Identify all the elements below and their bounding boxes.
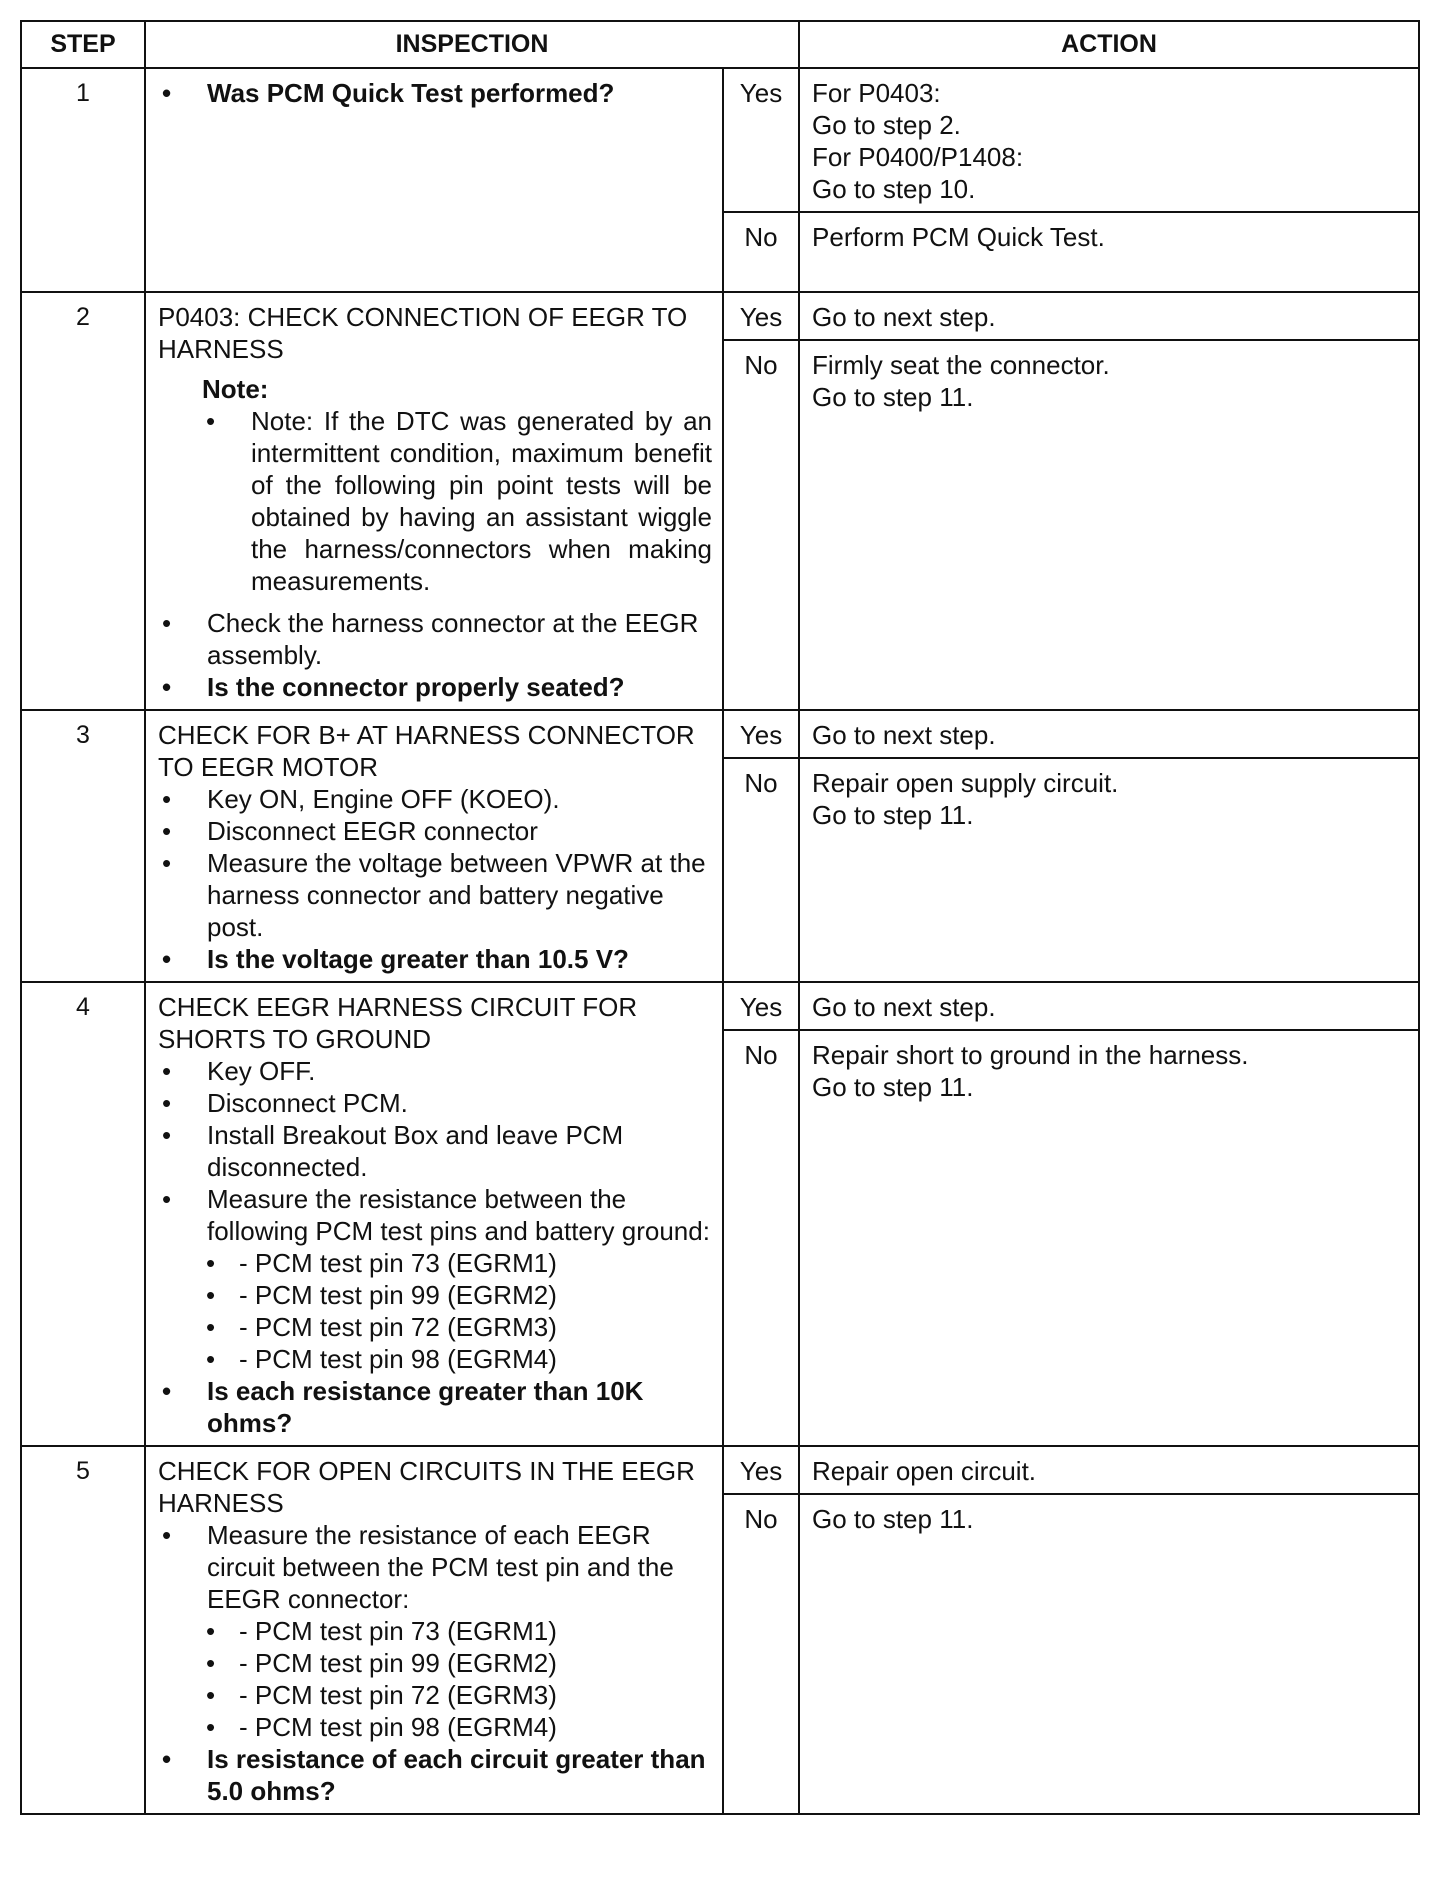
no-label: No [723, 340, 799, 710]
pinpoint-test-table [20, 20, 1420, 1815]
action-line: Go to step 11. [812, 1504, 974, 1534]
yes-action [799, 982, 1419, 1030]
action-line: Go to next step. [812, 992, 996, 1022]
action-line: Go to next step. [812, 720, 996, 750]
inspection-cell [145, 710, 723, 982]
step-number: 4 [21, 982, 145, 1446]
step-1-yes-row [21, 68, 1419, 212]
question: • Was PCM Quick Test performed? [158, 77, 712, 109]
note-text: • Note: If the DTC was generated by an intermittent condition, maximum benefit of the following pin point tests will be obtained by having an assistant wiggle the harness/connectors when making measurements. [158, 405, 712, 597]
yes-action [799, 1446, 1419, 1494]
step-2-yes-row [21, 292, 1419, 340]
step-title: CHECK FOR B+ AT HARNESS CONNECTOR TO EEGR MOTOR [158, 720, 695, 782]
yes-label: Yes [723, 710, 799, 758]
yes-label: Yes [723, 292, 799, 340]
instruction-bullet: • Measure the resistance between the following PCM test pins and battery ground: [158, 1183, 712, 1247]
step-number: 2 [21, 292, 145, 710]
inspection-cell [145, 292, 723, 710]
inspection-header: INSPECTION [145, 21, 799, 68]
action-line: For P0403: [812, 78, 941, 108]
step-header: STEP [21, 21, 145, 68]
instruction-bullet: • Disconnect EEGR connector [158, 815, 712, 847]
action-line: Repair short to ground in the harness. [812, 1040, 1249, 1070]
yes-label: Yes [723, 68, 799, 212]
step-number: 3 [21, 710, 145, 982]
action-line: Go to step 10. [812, 174, 976, 204]
no-label: No [723, 758, 799, 982]
action-line: For P0400/P1408: [812, 142, 1024, 172]
yes-action [799, 710, 1419, 758]
question: • Is resistance of each circuit greater than 5.0 ohms? [158, 1743, 712, 1807]
pin-item: • - PCM test pin 99 (EGRM2) [158, 1279, 712, 1311]
step-number: 5 [21, 1446, 145, 1814]
question: • Is each resistance greater than 10K ohms? [158, 1375, 712, 1439]
step-4-yes-row [21, 982, 1419, 1030]
no-label: No [723, 1030, 799, 1446]
pin-item: • - PCM test pin 73 (EGRM1) [158, 1247, 712, 1279]
no-action [799, 340, 1419, 710]
no-action [799, 1030, 1419, 1446]
inspection-cell [145, 1446, 723, 1814]
question: • Is the voltage greater than 10.5 V? [158, 943, 712, 975]
diagnostic-table-page [20, 20, 1418, 1815]
header-row [21, 21, 1419, 68]
action-line: Repair open supply circuit. [812, 768, 1119, 798]
pin-item: • - PCM test pin 98 (EGRM4) [158, 1711, 712, 1743]
action-line: Go to step 11. [812, 382, 974, 412]
action-line: Perform PCM Quick Test. [812, 222, 1105, 252]
step-title: P0403: CHECK CONNECTION OF EEGR TO HARNESS [158, 302, 688, 364]
instruction-bullet: • Install Breakout Box and leave PCM disconnected. [158, 1119, 712, 1183]
instruction-bullet: • Key ON, Engine OFF (KOEO). [158, 783, 712, 815]
no-action [799, 1494, 1419, 1814]
step-number: 1 [21, 68, 145, 292]
instruction-bullet: • Measure the voltage between VPWR at the harness connector and battery negative post. [158, 847, 712, 943]
yes-action [799, 68, 1419, 212]
yes-label: Yes [723, 982, 799, 1030]
action-header: ACTION [799, 21, 1419, 68]
instruction-bullet: • Key OFF. [158, 1055, 712, 1087]
instruction-bullet: • Check the harness connector at the EEGR assembly. [158, 607, 712, 671]
action-line: Repair open circuit. [812, 1456, 1037, 1486]
inspection-cell [145, 982, 723, 1446]
inspection-cell [145, 68, 723, 292]
pin-item: • - PCM test pin 98 (EGRM4) [158, 1343, 712, 1375]
action-line: Go to next step. [812, 302, 996, 332]
pin-item: • - PCM test pin 72 (EGRM3) [158, 1679, 712, 1711]
no-action [799, 212, 1419, 292]
instruction-bullet: • Disconnect PCM. [158, 1087, 712, 1119]
question: • Is the connector properly seated? [158, 671, 712, 703]
yes-action [799, 292, 1419, 340]
no-label: No [723, 212, 799, 292]
step-3-yes-row [21, 710, 1419, 758]
no-label: No [723, 1494, 799, 1814]
no-action [799, 758, 1419, 982]
note-heading: Note: [202, 374, 269, 404]
instruction-bullet: • Measure the resistance of each EEGR circuit between the PCM test pin and the EEGR connector: [158, 1519, 712, 1615]
pin-item: • - PCM test pin 73 (EGRM1) [158, 1615, 712, 1647]
step-title: CHECK EEGR HARNESS CIRCUIT FOR SHORTS TO GROUND [158, 992, 638, 1054]
action-line: Go to step 11. [812, 1072, 974, 1102]
pin-item: • - PCM test pin 72 (EGRM3) [158, 1311, 712, 1343]
yes-label: Yes [723, 1446, 799, 1494]
action-line: Firmly seat the connector. [812, 350, 1110, 380]
action-line: Go to step 2. [812, 110, 961, 140]
action-line: Go to step 11. [812, 800, 974, 830]
pin-item: • - PCM test pin 99 (EGRM2) [158, 1647, 712, 1679]
step-5-yes-row [21, 1446, 1419, 1494]
step-title: CHECK FOR OPEN CIRCUITS IN THE EEGR HARNESS [158, 1456, 695, 1518]
